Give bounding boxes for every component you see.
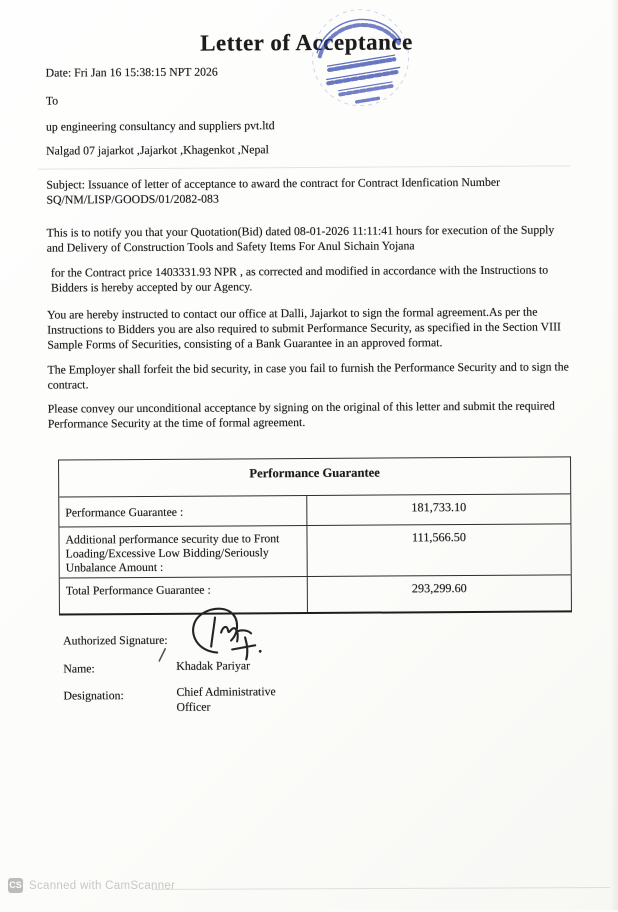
row-value: 111,566.50 bbox=[411, 530, 467, 545]
body-paragraph: You are hereby instructed to contact our office at Dalli, Jajarkot to sign the formal agreement.As per the Instructions to Bidders you are also required to submit Performance Security, as specified in the Section VIII Sample Forms of Securities, consisting of a Bank Guarantee in an approved format. bbox=[47, 304, 561, 352]
camscanner-watermark bbox=[8, 878, 175, 893]
recipient-address: Nalgad 07 jajarkot ,Jajarkot ,Khagenkot ,Nepal bbox=[46, 142, 269, 158]
table-row bbox=[59, 494, 570, 527]
pen-stray-mark bbox=[157, 647, 167, 663]
letter-title: Letter of Acceptance bbox=[200, 29, 413, 56]
subject-line: Subject: Issuance of letter of acceptance to award the contract for Contract Idenfication Number SQ/NM/LISP/GOODS/01/2082-083 bbox=[46, 174, 501, 207]
camscanner-logo-icon: CS bbox=[8, 878, 23, 893]
name-label: Name: bbox=[63, 661, 95, 676]
body-paragraph: Please convey our unconditional acceptance by signing on the original of this letter and submit the required Performance Security at the time of formal agreement. bbox=[47, 398, 555, 431]
name-value: Khadak Pariyar bbox=[176, 658, 251, 673]
performance-guarantee-table bbox=[58, 456, 572, 615]
designation-value: Chief Administrative Officer bbox=[176, 684, 276, 714]
row-label: Total Performance Guarantee : bbox=[60, 577, 308, 614]
recipient-name: up engineering consultancy and suppliers pvt.ltd bbox=[45, 118, 275, 134]
date-line: Date: Fri Jan 16 15:38:15 NPT 2026 bbox=[45, 64, 218, 80]
row-label: Additional performance security due to Front Loading/Excessive Low Bidding/Seriously Unbalance Amount : bbox=[59, 526, 307, 578]
table-row bbox=[60, 575, 571, 613]
row-value: 293,299.60 bbox=[411, 581, 467, 596]
table-header: Performance Guarantee bbox=[59, 457, 570, 497]
body-paragraph: for the Contract price 1403331.93 NPR , as corrected and modified in accordance with the Instructions to Bidders is hereby accepted by our Agency. bbox=[50, 262, 549, 295]
camscanner-text: Scanned with CamScanner bbox=[29, 879, 176, 892]
row-value: 181,733.10 bbox=[411, 500, 467, 515]
to-label: To bbox=[45, 93, 59, 108]
authorized-signature-label: Authorized Signature: bbox=[63, 632, 168, 648]
body-paragraph: The Employer shall forfeit the bid security, in case you fail to furnish the Performance Security and to sign the contract. bbox=[47, 359, 569, 392]
row-label: Performance Guarantee : bbox=[59, 496, 307, 527]
faint-divider bbox=[38, 165, 570, 169]
table-row bbox=[59, 524, 570, 578]
body-paragraph: This is to notify you that your Quotation(Bid) dated 08-01-2026 11:11:41 hours for execution of the Supply and Delivery of Construction Tools and Safety Items For Anul Sichain Yojana bbox=[46, 222, 555, 255]
designation-label: Designation: bbox=[63, 688, 124, 703]
